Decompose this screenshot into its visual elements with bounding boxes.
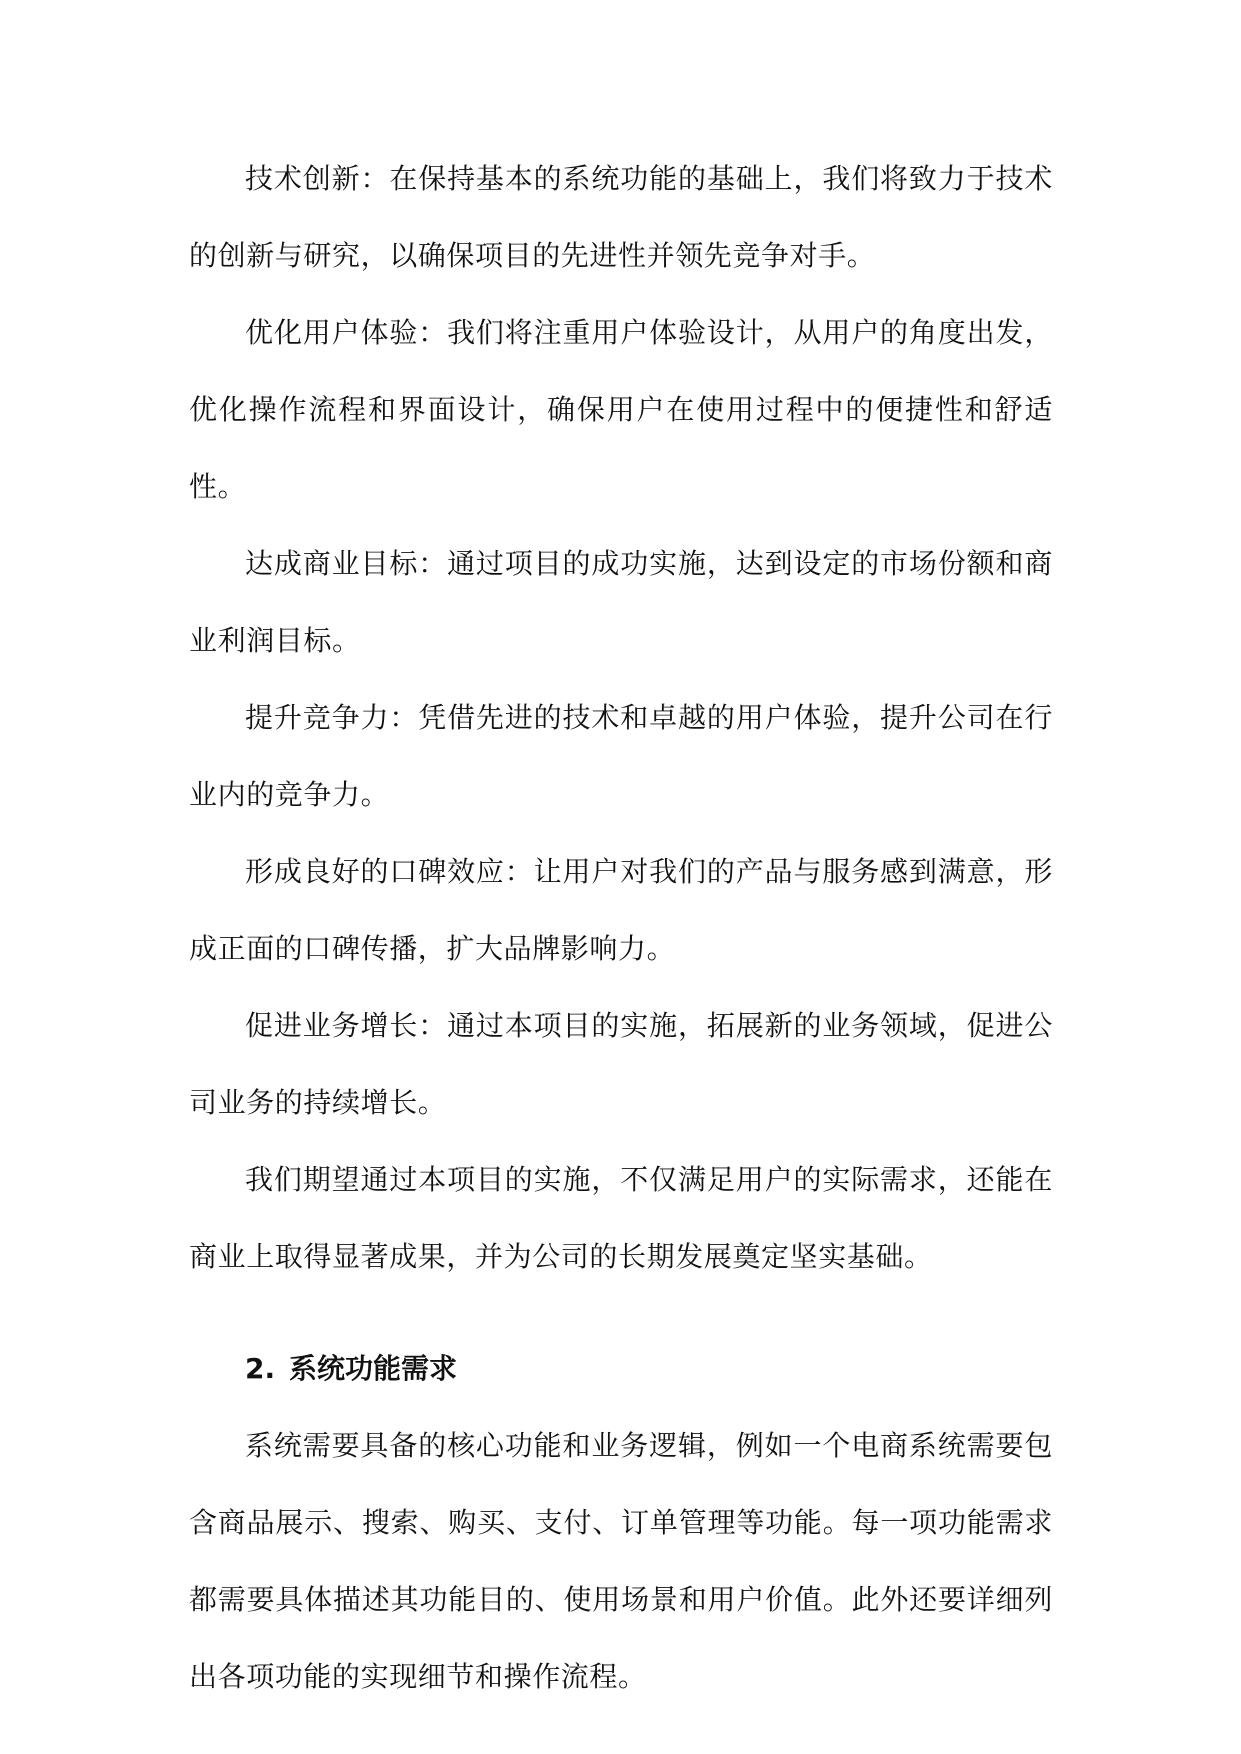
document-body (189, 140, 1053, 1715)
section-title: 系统功能需求 (289, 1352, 458, 1385)
paragraph-expectation: 我们期望通过本项目的实施，不仅满足用户的实际需求，还能在商业上取得显著成果，并为公司的长期发展奠定坚实基础。 (189, 1163, 1053, 1273)
paragraph-technical-innovation: 技术创新：在保持基本的系统功能的基础上，我们将致力于技术的创新与研究，以确保项目的先进性并领先竞争对手。 (189, 162, 1053, 272)
paragraph-business-growth: 促进业务增长：通过本项目的实施，拓展新的业务领域，促进公司业务的持续增长。 (189, 1009, 1053, 1119)
paragraph-business-goals: 达成商业目标：通过项目的成功实施，达到设定的市场份额和商业利润目标。 (189, 547, 1053, 657)
section-heading (189, 1330, 1053, 1407)
section-number: 2. (245, 1352, 276, 1385)
paragraph-functional-requirements: 系统需要具备的核心功能和业务逻辑，例如一个电商系统需要包含商品展示、搜索、购买、支付、订单管理等功能。每一项功能需求都需要具体描述其功能目的、使用场景和用户价值。此外还要详细列出各项功能的实现细节和操作流程。 (189, 1429, 1053, 1693)
paragraph-competitiveness: 提升竞争力：凭借先进的技术和卓越的用户体验，提升公司在行业内的竞争力。 (189, 701, 1053, 811)
paragraph-user-experience: 优化用户体验：我们将注重用户体验设计，从用户的角度出发，优化操作流程和界面设计，确保用户在使用过程中的便捷性和舒适性。 (189, 316, 1053, 503)
paragraph-word-of-mouth: 形成良好的口碑效应：让用户对我们的产品与服务感到满意，形成正面的口碑传播，扩大品牌影响力。 (189, 855, 1053, 965)
